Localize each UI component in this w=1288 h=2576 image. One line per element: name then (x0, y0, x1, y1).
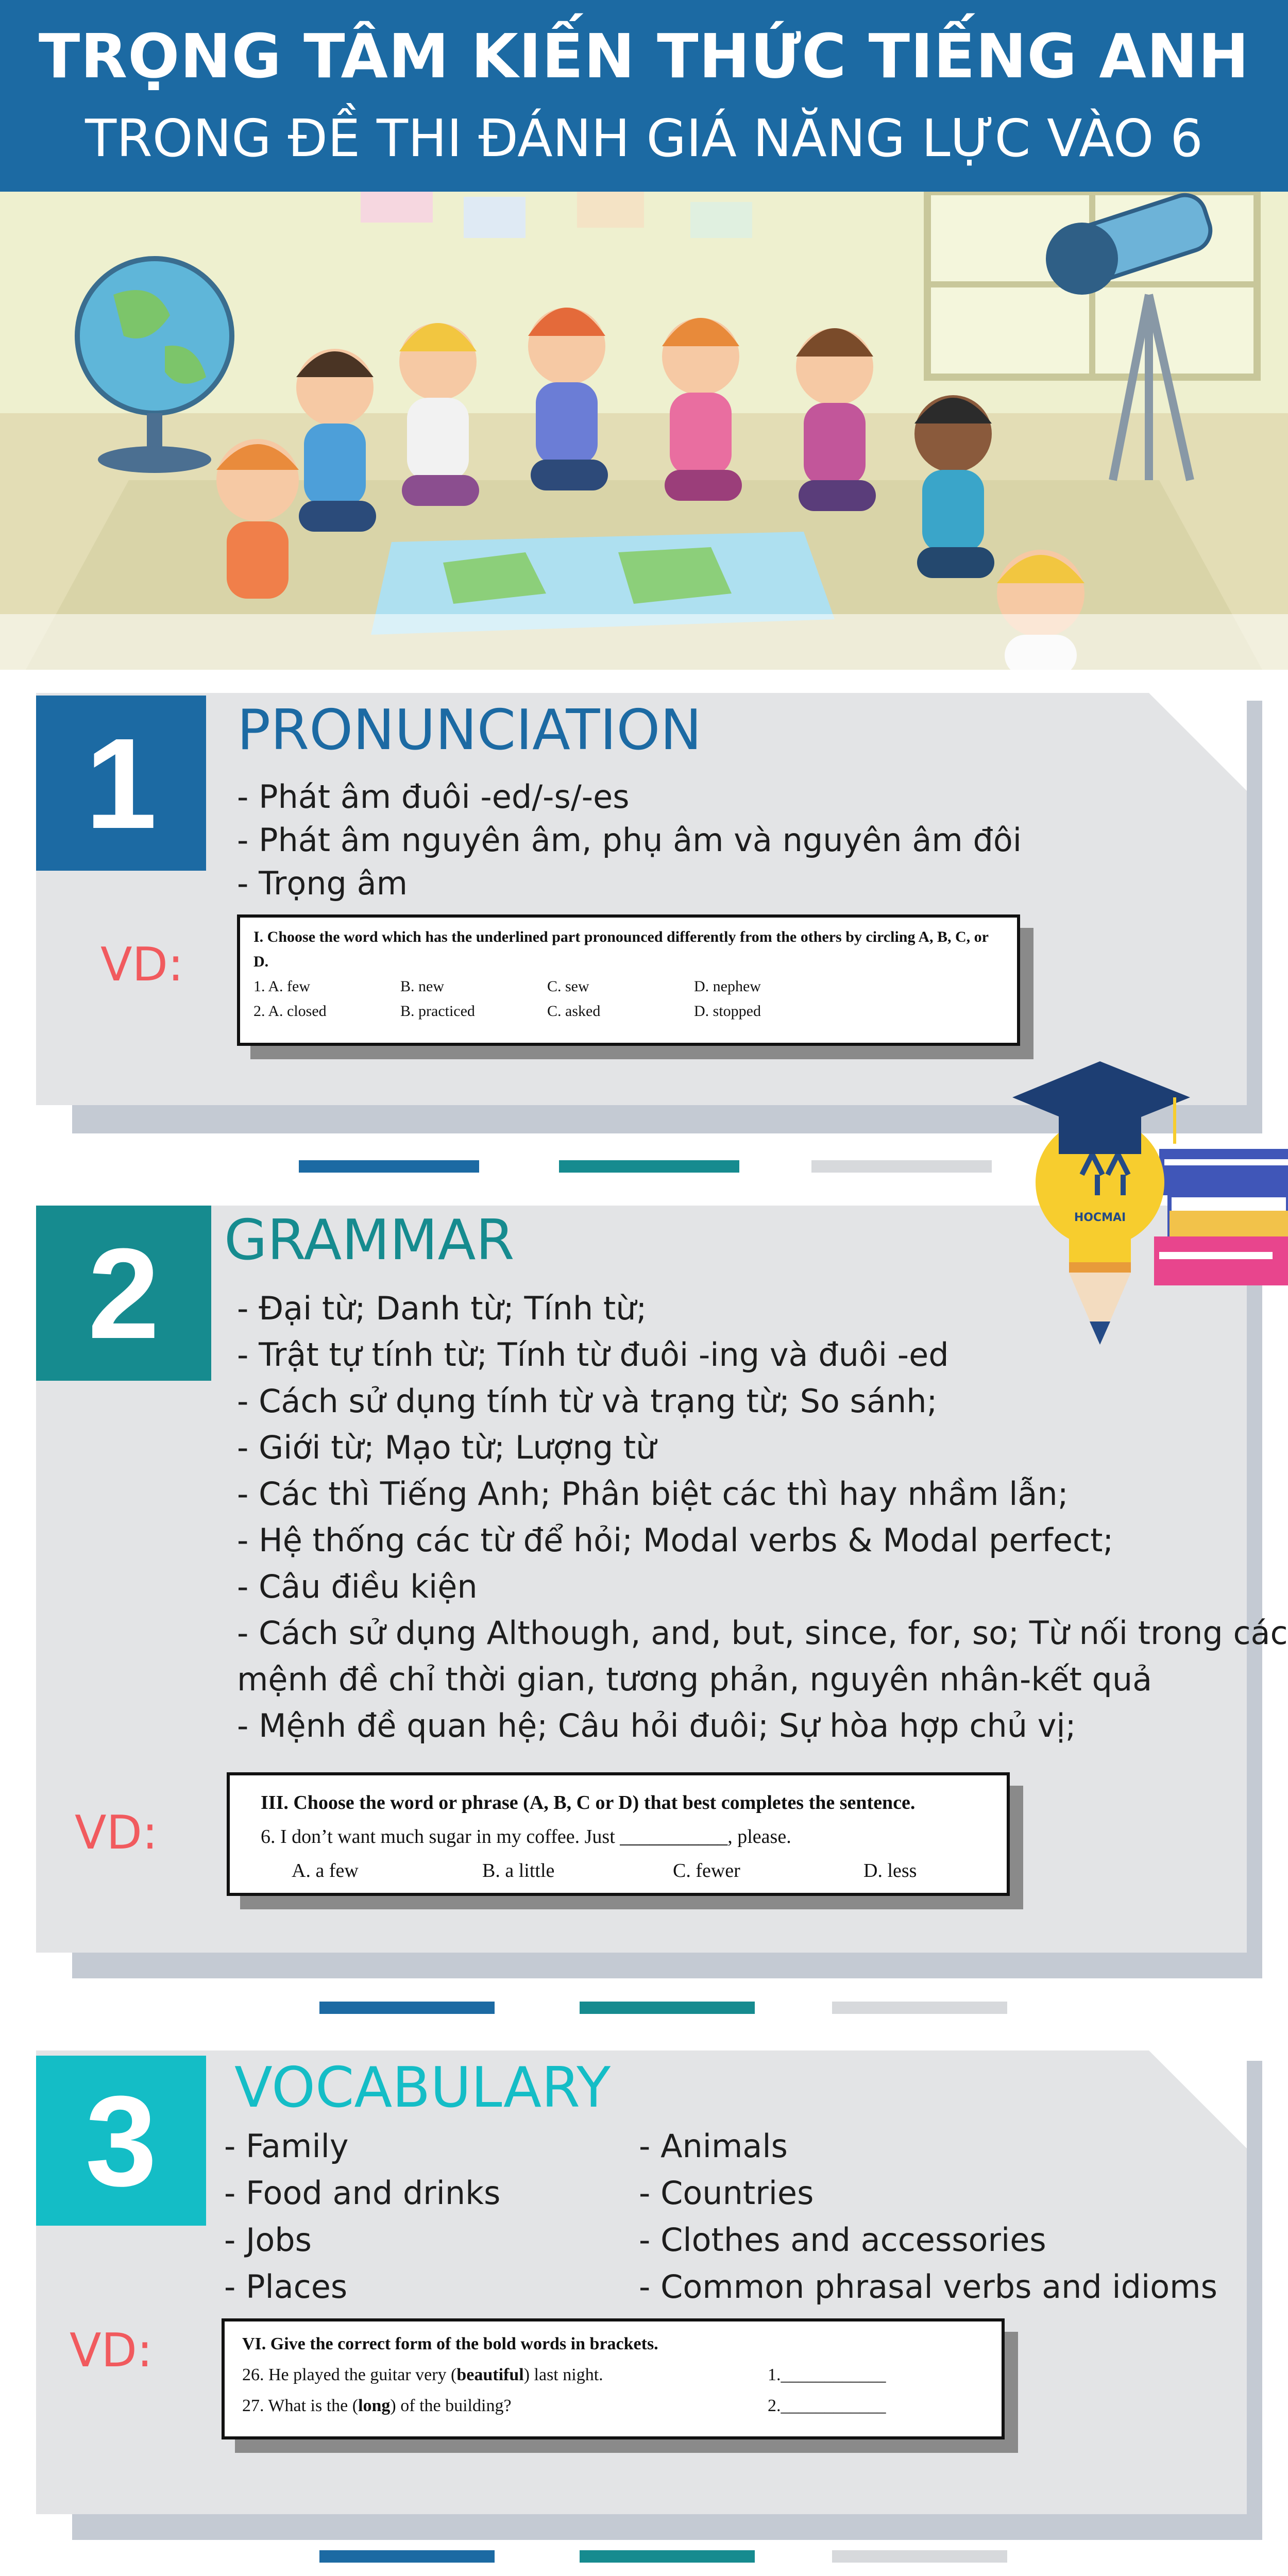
brand-logo: HOCMAI (1074, 1211, 1126, 1224)
option: B. practiced (400, 1003, 475, 1020)
example-question (242, 2391, 768, 2421)
list-item: - Clothes and accessories (639, 2221, 1046, 2259)
list-item: - Trật tự tính từ; Tính từ đuôi -ing và đuôi -ed (237, 1336, 949, 1374)
list-item: - Cách sử dụng tính từ và trạng từ; So sánh; (237, 1382, 938, 1420)
example-box (222, 2318, 1005, 2439)
example-question (242, 2360, 768, 2391)
option: B. a little (482, 1860, 555, 1882)
example-label: VD: (100, 938, 184, 992)
example-label: VD: (75, 1806, 158, 1860)
option: C. asked (547, 1003, 601, 1020)
list-item: - Family (224, 2127, 349, 2165)
option: D. less (863, 1860, 917, 1882)
divider-bar (832, 2002, 1007, 2014)
example-options (261, 1854, 976, 1888)
list-item: - Hệ thống các từ để hỏi; Modal verbs & Modal perfect; (237, 1521, 1114, 1559)
section-title: VOCABULARY (234, 2056, 611, 2120)
divider-bar (580, 2550, 755, 2563)
example-box (227, 1772, 1010, 1896)
list-item: - Câu điều kiện (237, 1568, 478, 1605)
list-item: - Đại từ; Danh từ; Tính từ; (237, 1290, 647, 1327)
option: D. nephew (694, 978, 761, 995)
list-item: - Food and drinks (224, 2174, 501, 2212)
example-heading: VI. Give the correct form of the bold words in brackets. (242, 2334, 658, 2353)
question-text: ) last night. (523, 2365, 603, 2384)
vocab-list-left (224, 2123, 500, 2310)
classroom-illustration (0, 192, 1288, 670)
graduation-bulb-illustration (1005, 1056, 1288, 1345)
divider-bar (580, 2002, 755, 2014)
divider-bar (811, 1160, 992, 1173)
list-item: - Animals (639, 2127, 788, 2165)
list-item: - Cách sử dụng Although, and, but, since, for, so; Từ nối trong các (237, 1614, 1288, 1652)
page-fold (1149, 693, 1247, 791)
question-text: 27. What is the ( (242, 2396, 359, 2415)
option: 1. A. few (253, 978, 310, 995)
list-item: - Mệnh đề quan hệ; Câu hỏi đuôi; Sự hòa hợp chủ vị; (237, 1707, 1076, 1744)
answer-blank: 2.____________ (768, 2396, 886, 2415)
question-text: 26. He played the guitar very ( (242, 2365, 457, 2384)
divider-bar (832, 2550, 1007, 2563)
example-row (253, 999, 1004, 1024)
list-item: - Trọng âm (237, 865, 408, 902)
divider-bar (319, 2550, 495, 2563)
list-item: - Phát âm đuôi -ed/-s/-es (237, 778, 630, 816)
list-item: mệnh đề chỉ thời gian, tương phản, nguyên nhân-kết quả (237, 1660, 1153, 1698)
section-number: 2 (36, 1206, 211, 1381)
example-row (242, 2391, 984, 2421)
header-banner (0, 0, 1288, 192)
example-row (242, 2360, 984, 2391)
option: C. fewer (673, 1860, 740, 1882)
option: A. a few (292, 1860, 359, 1882)
hero-illustration (0, 192, 1288, 670)
list-item: - Countries (639, 2174, 814, 2212)
option: C. sew (547, 978, 589, 995)
bullet-list (237, 1285, 1288, 1749)
section-title: GRAMMAR (224, 1208, 515, 1273)
example-label: VD: (70, 2324, 153, 2378)
option: 2. A. closed (253, 1003, 327, 1020)
vocab-list-right (639, 2123, 1217, 2310)
divider-bar (319, 2002, 495, 2014)
list-item: - Common phrasal verbs and idioms (639, 2268, 1217, 2306)
bullet-list (237, 775, 1022, 905)
bold-word: beautiful (456, 2365, 524, 2384)
example-box (237, 914, 1020, 1046)
list-item: - Phát âm nguyên âm, phụ âm và nguyên âm đôi (237, 821, 1022, 859)
divider-bar (299, 1160, 479, 1173)
divider-bar (559, 1160, 739, 1173)
answer-blank: 1.____________ (768, 2365, 886, 2384)
question-text: ) of the building? (390, 2396, 512, 2415)
example-row (253, 974, 1004, 999)
example-question: 6. I don’t want much sugar in my coffee. Just ___________, please. (261, 1826, 791, 1848)
list-item: - Jobs (224, 2221, 312, 2259)
graduation-cap-icon (1005, 1056, 1288, 1345)
example-heading: III. Choose the word or phrase (A, B, C or D) that best completes the sentence. (261, 1792, 916, 1814)
list-item: - Giới từ; Mạo từ; Lượng từ (237, 1429, 656, 1466)
bold-word: long (358, 2396, 391, 2415)
page-title: TRỌNG TÂM KIẾN THỨC TIẾNG ANH (38, 21, 1250, 92)
list-item: - Các thì Tiếng Anh; Phân biệt các thì hay nhầm lẫn; (237, 1475, 1069, 1513)
section-number: 1 (36, 696, 206, 871)
section-number: 3 (36, 2056, 206, 2226)
section-title: PRONUNCIATION (237, 698, 702, 762)
page-subtitle: TRONG ĐỀ THI ĐÁNH GIÁ NĂNG LỰC VÀO 6 (85, 108, 1203, 168)
option: B. new (400, 978, 444, 995)
example-heading: I. Choose the word which has the underlined part pronounced differently from the others by circling A, B, C, or D. (253, 928, 989, 970)
option: D. stopped (694, 1003, 761, 1020)
list-item: - Places (224, 2268, 348, 2306)
